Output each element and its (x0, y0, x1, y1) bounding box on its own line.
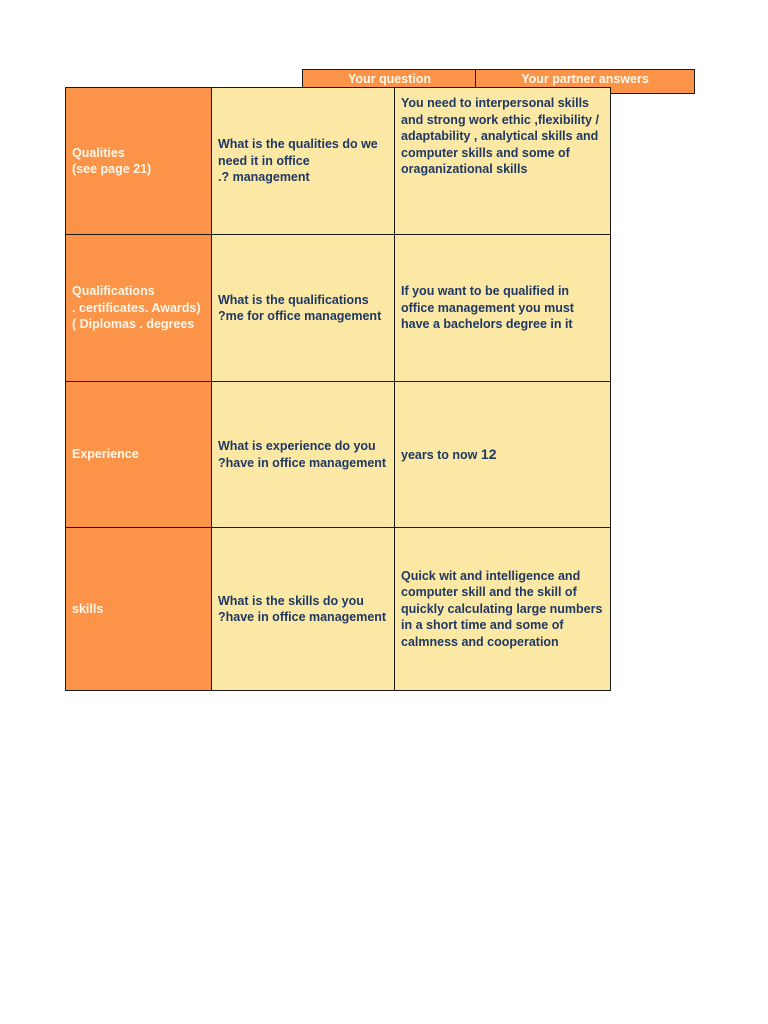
question-cell (212, 528, 395, 691)
interview-table (65, 87, 611, 691)
answer-cell (395, 88, 611, 235)
table-row (66, 382, 611, 528)
answer-cell (395, 528, 611, 691)
answer-text: years to now (401, 447, 478, 462)
row-label-cell (66, 88, 212, 235)
question-text: What is the qualities do we need it in office .? management (218, 137, 378, 185)
answer-years-number: 12 (480, 445, 497, 462)
table-row (66, 235, 611, 382)
row-label-skills: skills (72, 601, 104, 616)
header-your-question: Your question (302, 69, 477, 94)
row-label-qualifications: Qualifications . certificates. Awards) ( Diplomas . degrees (72, 284, 201, 332)
answer-text: You need to interpersonal skills and strong work ethic ,flexibility / adaptability , analytical skills and computer skills and some of oraganizational skills (401, 96, 599, 176)
question-cell (212, 88, 395, 235)
header-partner-answers: Your partner answers (475, 69, 695, 94)
question-cell (212, 382, 395, 528)
row-label-qualities: Qualities (see page 21) (72, 145, 152, 176)
row-label-cell (66, 528, 212, 691)
answer-text: Quick wit and intelligence and computer skill and the skill of quickly calculating large numbers in a short time and some of calmness and cooperation (401, 568, 603, 649)
answer-cell (395, 382, 611, 528)
row-label-cell (66, 235, 212, 382)
table-row (66, 528, 611, 691)
question-text: What is the skills do you ?have in office management (218, 593, 387, 624)
answer-cell (395, 235, 611, 382)
question-text: What is the qualifications ?me for office management (218, 292, 382, 323)
row-label-cell (66, 382, 212, 528)
row-label-experience: Experience (72, 447, 139, 462)
table-row (66, 88, 611, 235)
question-text: What is experience do you ?have in office management (218, 439, 387, 470)
answer-text: If you want to be qualified in office management you must have a bachelors degree in it (401, 284, 574, 332)
question-cell (212, 235, 395, 382)
